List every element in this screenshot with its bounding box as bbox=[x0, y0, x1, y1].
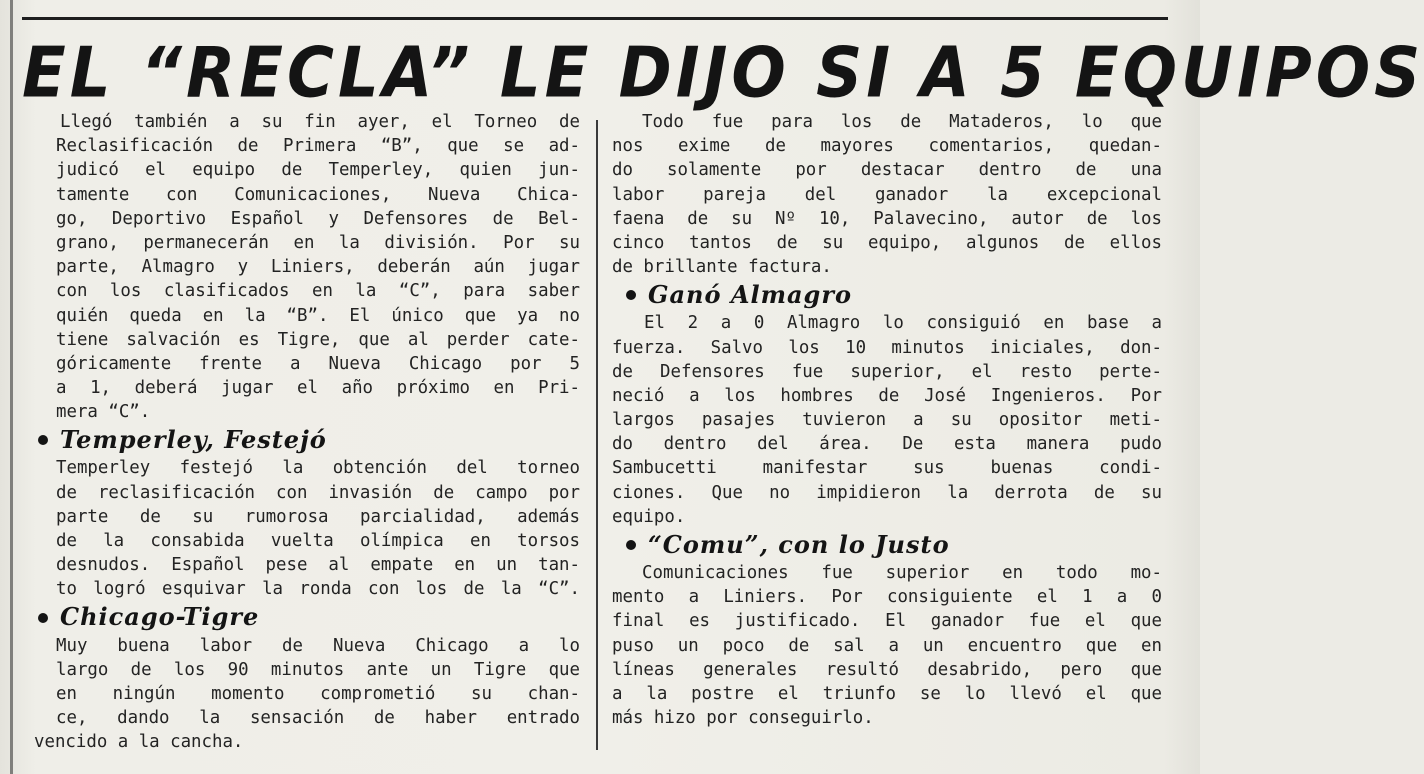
text-line: Muy buena labor de Nueva Chicago a lo bbox=[56, 635, 580, 656]
text-line: Llegó también a su fin ayer, el Torneo de bbox=[60, 112, 580, 132]
top-rule bbox=[22, 17, 1168, 20]
text-line: ce, dando la sensación de haber entrado bbox=[56, 708, 580, 729]
mataderos-paragraph bbox=[612, 110, 1162, 279]
text-line: parte, Almagro y Liniers, deberán aún jugar bbox=[56, 257, 580, 278]
text-line: líneas generales resultó desabrido, pero que bbox=[612, 659, 1162, 680]
subhead-title: Ganó Almagro bbox=[648, 280, 852, 310]
text-line: Comunicaciones fue superior en todo mo- bbox=[642, 563, 1162, 583]
comu-paragraph bbox=[612, 561, 1162, 730]
text-line: cinco tantos de su equipo, algunos de ellos bbox=[612, 232, 1162, 253]
subhead-gano-almagro bbox=[626, 280, 1162, 310]
text-line: largo de los 90 minutos ante un Tigre que bbox=[56, 659, 580, 680]
text-line: desnudos. Español pese al empate en un tan- bbox=[56, 555, 580, 576]
text-line: do dentro del área. De esta manera pudo bbox=[612, 434, 1162, 455]
text-line: con los clasificados en la “C”, para saber bbox=[56, 281, 580, 302]
text-line: largos pasajes tuvieron a su opositor meti- bbox=[612, 410, 1162, 431]
text-line: labor pareja del ganador la excepcional bbox=[612, 184, 1162, 205]
text-line: góricamente frente a Nueva Chicago por 5 bbox=[56, 353, 580, 374]
page-edge-shadow bbox=[10, 0, 13, 774]
headline: EL “RECLA” LE DIJO SI A 5 EQUIPOS bbox=[22, 34, 1424, 114]
text-line: nos exime de mayores comentarios, quedan- bbox=[612, 136, 1162, 157]
text-line: Temperley festejó la obtención del torneo bbox=[56, 458, 580, 479]
text-line: do solamente por destacar dentro de una bbox=[612, 160, 1162, 181]
text-line: Sambucetti manifestar sus buenas condi- bbox=[612, 458, 1162, 479]
column-divider bbox=[596, 120, 598, 750]
temperley-paragraph bbox=[56, 456, 580, 601]
text-line: más hizo por conseguirlo. bbox=[612, 708, 874, 729]
subhead-chicago-tigre bbox=[38, 603, 580, 633]
text-line: El 2 a 0 Almagro lo consiguió en base a bbox=[644, 313, 1162, 334]
subhead-title: “Comu”, con lo Justo bbox=[648, 529, 950, 559]
intro-paragraph bbox=[56, 110, 580, 424]
text-line: a 1, deberá jugar el año próximo en Pri- bbox=[56, 378, 580, 399]
text-line: tiene salvación es Tigre, que al perder cate- bbox=[56, 329, 580, 350]
text-line: equipo. bbox=[612, 506, 686, 527]
text-line: grano, permanecerán en la división. Por su bbox=[56, 232, 580, 253]
subhead-temperley bbox=[38, 425, 580, 455]
chicago-paragraph bbox=[34, 634, 580, 755]
almagro-paragraph bbox=[612, 311, 1162, 529]
text-line: go, Deportivo Español y Defensores de Bel- bbox=[56, 208, 580, 229]
text-line: quién queda en la “B”. El único que ya no bbox=[56, 305, 580, 326]
text-line: final es justificado. El ganador fue el que bbox=[612, 611, 1162, 632]
text-line: ciones. Que no impidieron la derrota de su bbox=[612, 482, 1162, 503]
text-line: judicó el equipo de Temperley, quien jun- bbox=[56, 160, 580, 181]
text-line: puso un poco de sal a un encuentro que en bbox=[612, 635, 1162, 656]
left-column bbox=[34, 110, 580, 755]
text-line: vencido a la cancha. bbox=[34, 732, 244, 753]
text-line: neció a los hombres de José Ingenieros. Por bbox=[612, 385, 1162, 406]
bullet-icon bbox=[626, 540, 636, 550]
text-line: Todo fue para los de Mataderos, lo que bbox=[642, 112, 1162, 132]
text-line: faena de su Nº 10, Palavecino, autor de los bbox=[612, 208, 1162, 229]
right-column bbox=[612, 110, 1162, 730]
text-line: en ningún momento comprometió su chan- bbox=[56, 683, 580, 704]
text-line: fuerza. Salvo los 10 minutos iniciales, don- bbox=[612, 337, 1162, 358]
subhead-title: Chicago-Tigre bbox=[60, 602, 260, 632]
text-line: de la consabida vuelta olímpica en torsos bbox=[56, 531, 580, 551]
text-line: parte de su rumorosa parcialidad, además bbox=[56, 506, 580, 527]
text-line: mento a Liniers. Por consiguiente el 1 a 0 bbox=[612, 587, 1162, 608]
text-line: to logró esquivar la ronda con los de la “C”. bbox=[56, 579, 580, 600]
text-line: mera “C”. bbox=[56, 402, 151, 423]
bullet-icon bbox=[626, 290, 636, 300]
text-line: Reclasificación de Primera “B”, que se ad- bbox=[56, 136, 580, 157]
subhead-comu bbox=[626, 530, 1162, 560]
subhead-title: Temperley, Festejó bbox=[60, 425, 327, 455]
text-line: de brillante factura. bbox=[612, 257, 832, 278]
bullet-icon bbox=[38, 435, 48, 445]
text-line: de reclasificación con invasión de campo por bbox=[56, 482, 580, 503]
bullet-icon bbox=[38, 613, 48, 623]
text-line: tamente con Comunicaciones, Nueva Chica- bbox=[56, 184, 580, 205]
text-line: de Defensores fue superior, el resto perte- bbox=[612, 361, 1162, 382]
text-line: a la postre el triunfo se lo llevó el que bbox=[612, 683, 1162, 704]
